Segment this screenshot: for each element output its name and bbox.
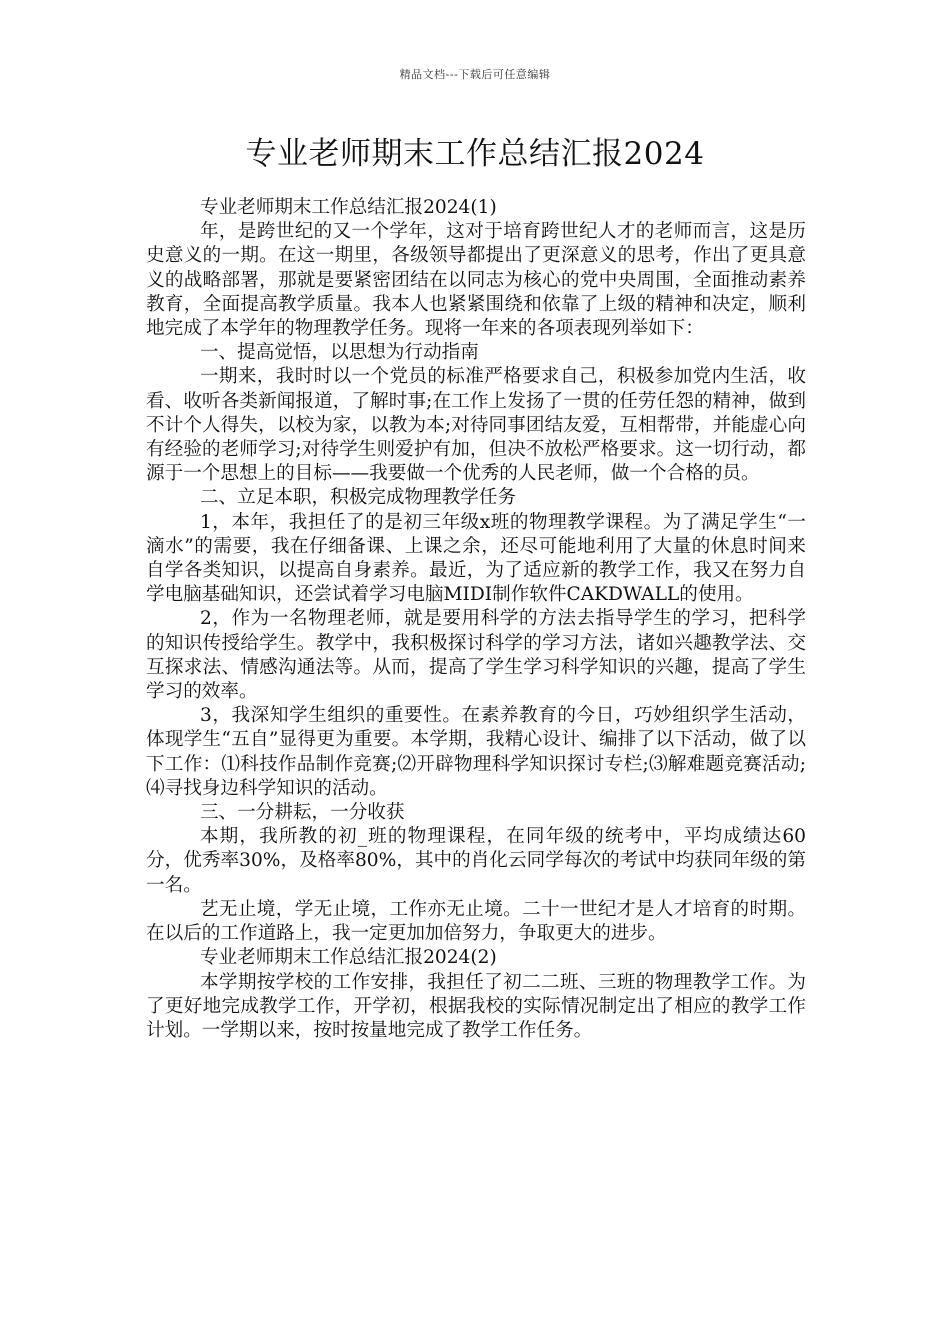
paragraph-item-1: 1，本年，我担任了的是初三年级x班的物理教学课程。为了满足学生“一滴水”的需要，我在仔细备课、上课之余，还尽可能地利用了大量的休息时间来自学各类知识，以提高自身素养。最近，为了适应新的教学工作，我又在努力自学电脑基础知识，还尝试着学习电脑MIDI制作软件CAKDWALL的使用。 bbox=[146, 511, 806, 606]
section-heading-1: 一、提高觉悟，以思想为行动指南 bbox=[199, 342, 479, 364]
paragraph-thought: 一期来，我时时以一个党员的标准严格要求自己，积极参加党内生活，收看、收听各类新闻报道，了解时事;在工作上发扬了一贯的任劳任怨的精神，做到不计个人得失，以校为家，以教为本;对待同事团结友爱，互相帮带，并能虚心向有经验的老师学习;对待学生则爱护有加，但决不放松严格要求。这一切行动，都源于一个思想上的目标——我要做一个优秀的人民老师，做一个合格的员。 bbox=[146, 366, 806, 485]
paragraph-closing: 艺无止境，学无止境，工作亦无止境。二十一世纪才是人才培育的时期。在以后的工作道路上，我一定更加加倍努力，争取更大的进步。 bbox=[146, 898, 806, 945]
section-heading-report-1: 专业老师期末工作总结汇报2024(1) bbox=[199, 197, 497, 218]
paragraph-item-3: 3，我深知学生组织的重要性。在素养教育的今日，巧妙组织学生活动，体现学生“五自”显得更为重要。本学期，我精心设计、编排了以下活动，做了以下工作：⑴科技作品制作竞赛;⑵开辟物理科学知识探讨专栏;⑶解难题竞赛活动;⑷寻找身边科学知识的活动。 bbox=[146, 705, 806, 799]
paragraph-report-2-intro: 本学期按学校的工作安排，我担任了初二二班、三班的物理教学工作。为了更好地完成教学工作，开学初，根据我校的实际情况制定出了相应的教学工作计划。一学期以来，按时按量地完成了教学工作任务。 bbox=[146, 971, 806, 1041]
paragraph-intro: 年，是跨世纪的又一个学年，这对于培育跨世纪人才的老师而言，这是历史意义的一期。在这一期里，各级领导都提出了更深意义的思考，作出了更具意义的战略部署，那就是要紧密团结在以同志为核心的党中央周围，全面推动素养教育，全面提高教学质量。我本人也紧紧围绕和依靠了上级的精神和决定，顺利地完成了本学年的物理教学任务。现将一年来的各项表现列举如下： bbox=[146, 221, 806, 340]
section-heading-2: 二、立足本职，积极完成物理教学任务 bbox=[199, 487, 517, 509]
section-heading-3: 三、一分耕耘，一分收获 bbox=[199, 802, 405, 824]
section-heading-report-2: 专业老师期末工作总结汇报2024(2) bbox=[199, 947, 497, 969]
header-note: 精品文档---下载后可任意编辑 bbox=[399, 68, 551, 81]
paragraph-item-2: 2，作为一名物理老师，就是要用科学的方法去指导学生的学习，把科学的知识传授给学生。教学中，我积极探讨科学的学习方法，诸如兴趣教学法、交互探求法、情感沟通法等。从而，提高了学生学习科学知识的兴趣，提高了学生学习的效率。 bbox=[146, 608, 806, 703]
paragraph-results: 本期，我所教的初_班的物理课程，在同年级的统考中，平均成绩达60分，优秀率30%，及格率80%，其中的肖化云同学每次的考试中均获同年级的第一名。 bbox=[146, 826, 806, 896]
document-body bbox=[146, 196, 806, 1043]
document-title: 专业老师期末工作总结汇报2024 bbox=[245, 136, 705, 172]
